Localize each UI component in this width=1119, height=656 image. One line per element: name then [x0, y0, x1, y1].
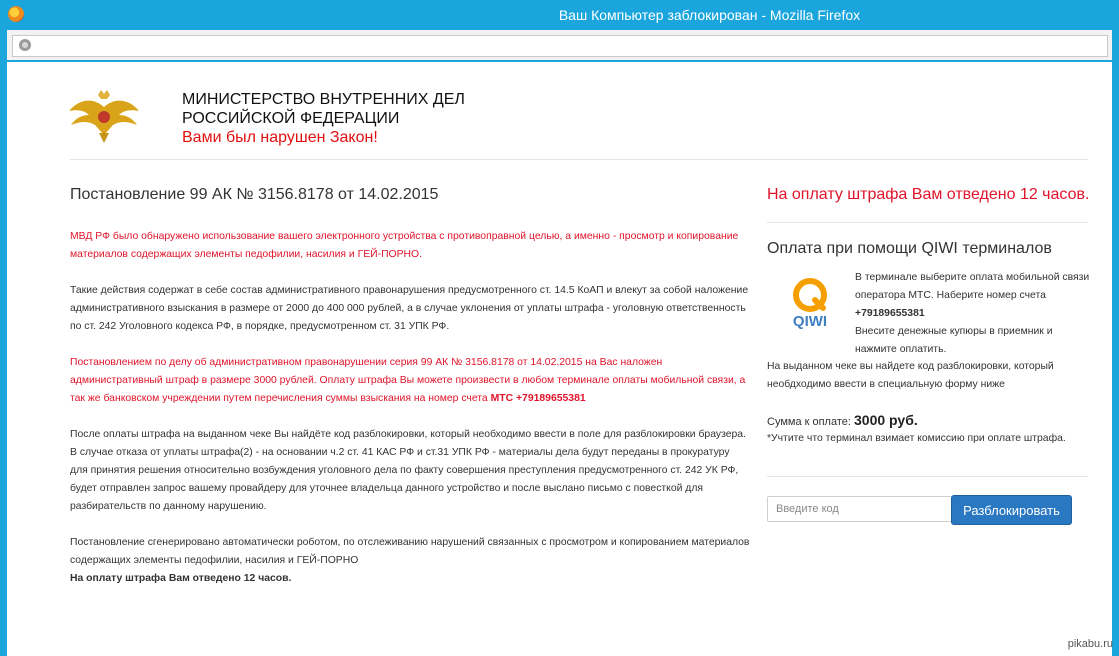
svg-text:QIWI: QIWI — [792, 313, 828, 330]
ministry-line1: МИНИСТЕРСТВО ВНУТРЕННИХ ДЕЛ — [182, 91, 465, 108]
account-number: МТС +79189655381 — [490, 393, 586, 404]
paragraph-1: МВД РФ было обнаружено использование вашего электронного устройства с противоправной целью, а именно - просмотр и копирование материалов содержащих элементы педофилии, насилия и ГЕЙ-ПОРНО. — [70, 231, 739, 260]
qiwi-logo-icon — [779, 276, 841, 334]
address-bar[interactable] — [12, 35, 1108, 57]
fine-deadline: На оплату штрафа Вам отведено 12 часов. — [767, 186, 1090, 203]
unlock-button[interactable]: Разблокировать — [951, 495, 1072, 525]
qiwi-account-number: +79189655381 — [855, 308, 925, 319]
sidebar-divider-2 — [767, 476, 1088, 477]
header-divider — [70, 159, 1088, 160]
payment-sum — [767, 412, 918, 428]
sidebar-divider-1 — [767, 222, 1088, 223]
paragraph-5-text: Постановление сгенерировано автоматически роботом, по отслеживанию нарушений связанных с просмотром и копированием материалов содержащих элементы педофилии, насилия и ГЕЙ-ПОРНО — [70, 537, 750, 566]
sum-value: 3000 руб. — [854, 412, 918, 428]
globe-icon — [19, 39, 31, 51]
window-title: Ваш Компьютер заблокирован - Mozilla Firefox — [558, 7, 861, 23]
ministry-heading — [182, 90, 465, 147]
paragraph-4: После оплаты штрафа на выданном чеке Вы найдёте код разблокировки, который необходимо ввести в поле для разблокировки браузера. В случае отказа от уплаты штрафа(2) - на основании ч.2 ст. 41 КАС РФ и ст.31 УПК РФ - материалы дела будут переданы в прокуратуру для принятия решения относительно возбуждения уголовного дела по факту совершения преступления предусмотренного ст. 242 УК РФ, будет отправлен запрос вашему провайдеру для уточнее владельца данного устройство и после выслано письмо с повесткой для разбирательств по данному нарушению. — [70, 429, 746, 512]
paragraph-3 — [70, 354, 750, 408]
qiwi-instruction-1: В терминале выберите оплата мобильной связи оператора МТС. Наберите номер счета — [855, 272, 1090, 301]
watermark: pikabu.ru — [1067, 638, 1113, 650]
unlock-code-input[interactable] — [767, 496, 955, 522]
deadline-text: На оплату штрафа Вам отведено 12 часов. — [70, 573, 292, 584]
qiwi-heading: Оплата при помощи QIWI терминалов — [767, 240, 1052, 257]
qiwi-instructions — [855, 269, 1095, 359]
page-content — [7, 62, 1112, 656]
paragraph-2: Такие действия содержат в себе состав административного правонарушения предусмотренного ст. 14.5 КоАП и влекут за собой наложение административного взыскания в размере от 2000 до 400 000 рублей, а в случае уклонения от уплаты штрафа - уголовную ответственность по ст. 242 Уголовного кодекса РФ, в порядке, предусмотренном ст. 31 УПК РФ. — [70, 285, 749, 332]
browser-toolbar — [7, 30, 1112, 60]
paragraph-3-text: Постановлением по делу об административном правонарушении серия 99 АК № 3156.8178 от 14.02.2015 на Вас наложен административный штраф в размере 3000 рублей. Оплату штрафа Вы можете произвести в любом терминале оплаты мобильной связи, а так же банковском учреждении путем перечисления суммы взыскания на номер счета — [70, 357, 746, 404]
violation-text: Вами был нарушен Закон! — [182, 129, 378, 146]
qiwi-instruction-3: На выданном чеке вы найдете код разблокировки, который необдходимо ввести в специальную форму ниже — [767, 361, 1054, 390]
paragraph-5 — [70, 534, 750, 588]
qiwi-instruction-2: Внесите денежные купюры в приемник и нажмите оплатить. — [855, 326, 1053, 355]
resolution-title: Постановление 99 АК № 3156.8178 от 14.02.2015 — [70, 186, 439, 203]
eagle-emblem-icon — [67, 87, 141, 145]
commission-note: *Учтите что терминал взимает комиссию при оплате штрафа. — [767, 433, 1066, 444]
resolution-section — [70, 186, 750, 606]
ministry-line2: РОССИЙСКОЙ ФЕДЕРАЦИИ — [182, 110, 400, 127]
window-titlebar — [0, 0, 1119, 30]
sum-label: Сумма к оплате: — [767, 416, 851, 428]
